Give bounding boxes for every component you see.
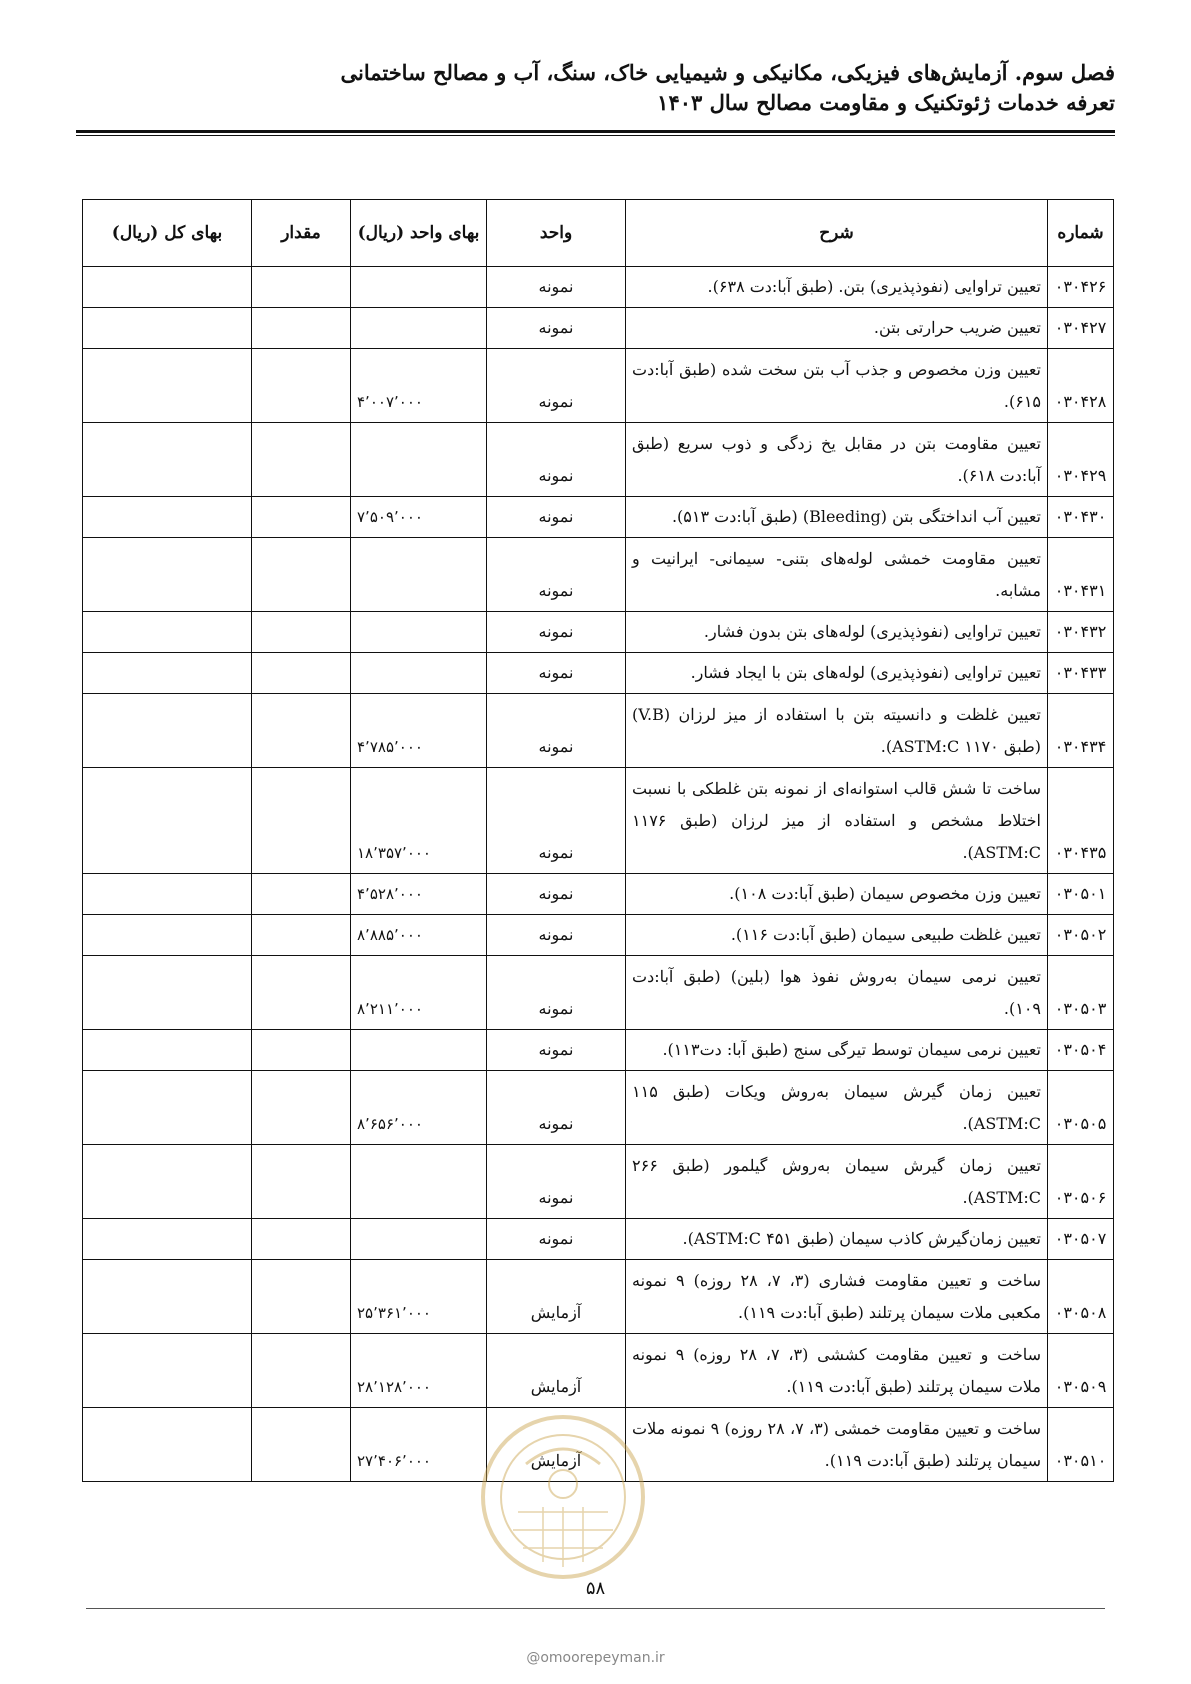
row-unit-price: ۷٬۵۰۹٬۰۰۰	[351, 497, 487, 538]
row-unit-price: ۴٬۵۲۸٬۰۰۰	[351, 874, 487, 915]
row-quantity	[252, 874, 351, 915]
tariff-title: تعرفه خدمات ژئوتکنیک و مقاومت مصالح سال ۱۴۰۳	[657, 90, 1115, 115]
row-number: ۰۳۰۵۰۸	[1048, 1260, 1114, 1334]
table-row	[83, 612, 1114, 653]
table-row	[83, 694, 1114, 768]
table-row	[83, 1219, 1114, 1260]
row-unit-price: ۴٬۰۰۷٬۰۰۰	[351, 349, 487, 423]
row-total-price	[83, 538, 252, 612]
table-row	[83, 1260, 1114, 1334]
row-quantity	[252, 1334, 351, 1408]
row-quantity	[252, 497, 351, 538]
row-quantity	[252, 1145, 351, 1219]
row-number: ۰۳۰۵۰۱	[1048, 874, 1114, 915]
row-total-price	[83, 1334, 252, 1408]
row-unit-price	[351, 538, 487, 612]
row-unit-price: ۸٬۲۱۱٬۰۰۰	[351, 956, 487, 1030]
table-row	[83, 423, 1114, 497]
row-total-price	[83, 267, 252, 308]
row-number: ۰۳۰۵۰۷	[1048, 1219, 1114, 1260]
row-number: ۰۳۰۴۳۵	[1048, 768, 1114, 874]
watermark-seal-icon	[478, 1412, 648, 1582]
row-unit-price	[351, 308, 487, 349]
row-total-price	[83, 423, 252, 497]
row-unit-price	[351, 1030, 487, 1071]
table-row	[83, 308, 1114, 349]
table-row	[83, 497, 1114, 538]
col-header-quantity: مقدار	[252, 200, 351, 267]
table-row	[83, 1030, 1114, 1071]
table-row	[83, 267, 1114, 308]
col-header-description: شرح	[626, 200, 1048, 267]
row-description: تعیین تراوایی (نفوذپذیری) لوله‌های بتن با ایجاد فشار.	[626, 653, 1048, 694]
row-unit-price	[351, 267, 487, 308]
row-number: ۰۳۰۴۳۳	[1048, 653, 1114, 694]
row-quantity	[252, 1219, 351, 1260]
row-total-price	[83, 1145, 252, 1219]
header-rule-thick	[76, 130, 1115, 133]
row-number: ۰۳۰۵۰۲	[1048, 915, 1114, 956]
row-unit: نمونه	[487, 612, 626, 653]
table-row	[83, 1071, 1114, 1145]
table-row	[83, 1334, 1114, 1408]
row-unit: نمونه	[487, 874, 626, 915]
row-unit-price	[351, 1145, 487, 1219]
row-unit-price: ۸٬۶۵۶٬۰۰۰	[351, 1071, 487, 1145]
table-row	[83, 653, 1114, 694]
col-header-unit-price: بهای واحد (ریال)	[351, 200, 487, 267]
row-unit: نمونه	[487, 1145, 626, 1219]
row-unit: نمونه	[487, 915, 626, 956]
row-total-price	[83, 308, 252, 349]
row-unit-price: ۲۵٬۳۶۱٬۰۰۰	[351, 1260, 487, 1334]
row-number: ۰۳۰۴۲۷	[1048, 308, 1114, 349]
row-number: ۰۳۰۵۰۹	[1048, 1334, 1114, 1408]
row-total-price	[83, 1260, 252, 1334]
chapter-title: فصل سوم. آزمایش‌های فیزیکی، مکانیکی و شیمیایی خاک، سنگ، آب و مصالح ساختمانی	[340, 60, 1115, 85]
row-unit: آزمایش	[487, 1408, 626, 1482]
table-header-row	[83, 200, 1114, 267]
row-quantity	[252, 349, 351, 423]
row-unit: نمونه	[487, 538, 626, 612]
row-quantity	[252, 694, 351, 768]
row-total-price	[83, 1030, 252, 1071]
row-quantity	[252, 423, 351, 497]
row-quantity	[252, 956, 351, 1030]
row-quantity	[252, 1408, 351, 1482]
row-number: ۰۳۰۴۳۴	[1048, 694, 1114, 768]
row-total-price	[83, 915, 252, 956]
row-total-price	[83, 1219, 252, 1260]
row-number: ۰۳۰۵۰۶	[1048, 1145, 1114, 1219]
footer-rule	[86, 1608, 1105, 1609]
row-description: تعیین وزن مخصوص و جذب آب بتن سخت شده (طبق آبا:دت ۶۱۵).	[626, 349, 1048, 423]
row-quantity	[252, 612, 351, 653]
row-unit-price	[351, 612, 487, 653]
row-total-price	[83, 1408, 252, 1482]
col-header-unit: واحد	[487, 200, 626, 267]
table-row	[83, 915, 1114, 956]
row-number: ۰۳۰۴۲۸	[1048, 349, 1114, 423]
row-unit: نمونه	[487, 1071, 626, 1145]
row-unit: نمونه	[487, 1030, 626, 1071]
row-number: ۰۳۰۵۰۴	[1048, 1030, 1114, 1071]
row-unit: نمونه	[487, 768, 626, 874]
row-quantity	[252, 653, 351, 694]
row-total-price	[83, 653, 252, 694]
row-quantity	[252, 308, 351, 349]
col-header-total-price: بهای کل (ریال)	[83, 200, 252, 267]
table-row	[83, 874, 1114, 915]
row-unit-price	[351, 423, 487, 497]
row-unit: نمونه	[487, 956, 626, 1030]
row-unit-price: ۱۸٬۳۵۷٬۰۰۰	[351, 768, 487, 874]
row-total-price	[83, 694, 252, 768]
row-quantity	[252, 1030, 351, 1071]
row-number: ۰۳۰۵۰۳	[1048, 956, 1114, 1030]
row-number: ۰۳۰۴۳۰	[1048, 497, 1114, 538]
row-number: ۰۳۰۵۰۵	[1048, 1071, 1114, 1145]
row-unit: نمونه	[487, 349, 626, 423]
table-row	[83, 349, 1114, 423]
row-description: ساخت و تعیین مقاومت خمشی (۳، ۷، ۲۸ روزه) ۹ نمونه ملات سیمان پرتلند (طبق آبا:دت ۱۱۹).	[626, 1408, 1048, 1482]
row-number: ۰۳۰۴۳۱	[1048, 538, 1114, 612]
row-unit-price: ۸٬۸۸۵٬۰۰۰	[351, 915, 487, 956]
row-unit: نمونه	[487, 694, 626, 768]
row-description: تعیین زمان گیرش سیمان به‌روش گیلمور (طبق ۲۶۶ ASTM:C).	[626, 1145, 1048, 1219]
row-description: تعیین زمان‌گیرش کاذب سیمان (طبق ASTM:C ۴۵۱).	[626, 1219, 1048, 1260]
row-unit: نمونه	[487, 267, 626, 308]
row-description: تعیین آب انداختگی بتن (Bleeding) (طبق آبا:دت ۵۱۳).	[626, 497, 1048, 538]
col-header-number: شماره	[1048, 200, 1114, 267]
row-description: تعیین نرمی سیمان به‌روش نفوذ هوا (بلین) (طبق آبا:دت ۱۰۹).	[626, 956, 1048, 1030]
row-quantity	[252, 1071, 351, 1145]
row-total-price	[83, 956, 252, 1030]
row-unit: نمونه	[487, 308, 626, 349]
row-quantity	[252, 267, 351, 308]
table-row	[83, 1145, 1114, 1219]
row-description: تعیین تراوایی (نفوذپذیری) بتن. (طبق آبا:دت ۶۳۸).	[626, 267, 1048, 308]
row-description: تعیین وزن مخصوص سیمان (طبق آبا:دت ۱۰۸).	[626, 874, 1048, 915]
row-unit: نمونه	[487, 653, 626, 694]
row-number: ۰۳۰۴۲۹	[1048, 423, 1114, 497]
row-description: تعیین نرمی سیمان توسط تیرگی سنج (طبق آبا: دت۱۱۳).	[626, 1030, 1048, 1071]
row-description: ساخت و تعیین مقاومت فشاری (۳، ۷، ۲۸ روزه) ۹ نمونه مکعبی ملات سیمان پرتلند (طبق آبا:دت ۱۱۹).	[626, 1260, 1048, 1334]
row-quantity	[252, 1260, 351, 1334]
row-unit-price: ۲۸٬۱۲۸٬۰۰۰	[351, 1334, 487, 1408]
row-number: ۰۳۰۵۱۰	[1048, 1408, 1114, 1482]
row-description: تعیین غلظت و دانسیته بتن با استفاده از میز لرزان (V.B) (طبق ASTM:C ۱۱۷۰).	[626, 694, 1048, 768]
header-rule-thin	[76, 135, 1115, 136]
row-total-price	[83, 612, 252, 653]
watermark-handle: @omoorepeyman.ir	[526, 1650, 665, 1666]
page-number: ۵۸	[585, 1578, 606, 1599]
row-total-price	[83, 497, 252, 538]
row-number: ۰۳۰۴۲۶	[1048, 267, 1114, 308]
table-row	[83, 768, 1114, 874]
row-unit-price: ۲۷٬۴۰۶٬۰۰۰	[351, 1408, 487, 1482]
tariff-table	[82, 199, 1114, 1482]
row-unit: آزمایش	[487, 1260, 626, 1334]
row-unit: نمونه	[487, 497, 626, 538]
row-quantity	[252, 538, 351, 612]
row-total-price	[83, 349, 252, 423]
row-unit-price	[351, 1219, 487, 1260]
row-description: تعیین مقاومت خمشی لوله‌های بتنی- سیمانی- ایرانیت و مشابه.	[626, 538, 1048, 612]
page-header	[76, 58, 1115, 118]
row-description: ساخت تا شش قالب استوانه‌ای از نمونه بتن غلطکی با نسبت اختلاط مشخص و استفاده از میز لرزان (طبق ۱۱۷۶ ASTM:C).	[626, 768, 1048, 874]
row-description: تعیین ضریب حرارتی بتن.	[626, 308, 1048, 349]
row-description: تعیین تراوایی (نفوذپذیری) لوله‌های بتن بدون فشار.	[626, 612, 1048, 653]
row-quantity	[252, 768, 351, 874]
table-row	[83, 956, 1114, 1030]
row-quantity	[252, 915, 351, 956]
row-unit: نمونه	[487, 1219, 626, 1260]
row-description: تعیین زمان گیرش سیمان به‌روش ویکات (طبق ۱۱۵ ASTM:C).	[626, 1071, 1048, 1145]
row-number: ۰۳۰۴۳۲	[1048, 612, 1114, 653]
row-total-price	[83, 768, 252, 874]
row-description: ساخت و تعیین مقاومت کششی (۳، ۷، ۲۸ روزه) ۹ نمونه ملات سیمان پرتلند (طبق آبا:دت ۱۱۹).	[626, 1334, 1048, 1408]
row-description: تعیین مقاومت بتن در مقابل یخ زدگی و ذوب سریع (طبق آبا:دت ۶۱۸).	[626, 423, 1048, 497]
row-total-price	[83, 1071, 252, 1145]
row-description: تعیین غلظت طبیعی سیمان (طبق آبا:دت ۱۱۶).	[626, 915, 1048, 956]
row-unit-price: ۴٬۷۸۵٬۰۰۰	[351, 694, 487, 768]
row-unit-price	[351, 653, 487, 694]
row-unit: نمونه	[487, 423, 626, 497]
row-unit: آزمایش	[487, 1334, 626, 1408]
row-total-price	[83, 874, 252, 915]
table-row	[83, 538, 1114, 612]
